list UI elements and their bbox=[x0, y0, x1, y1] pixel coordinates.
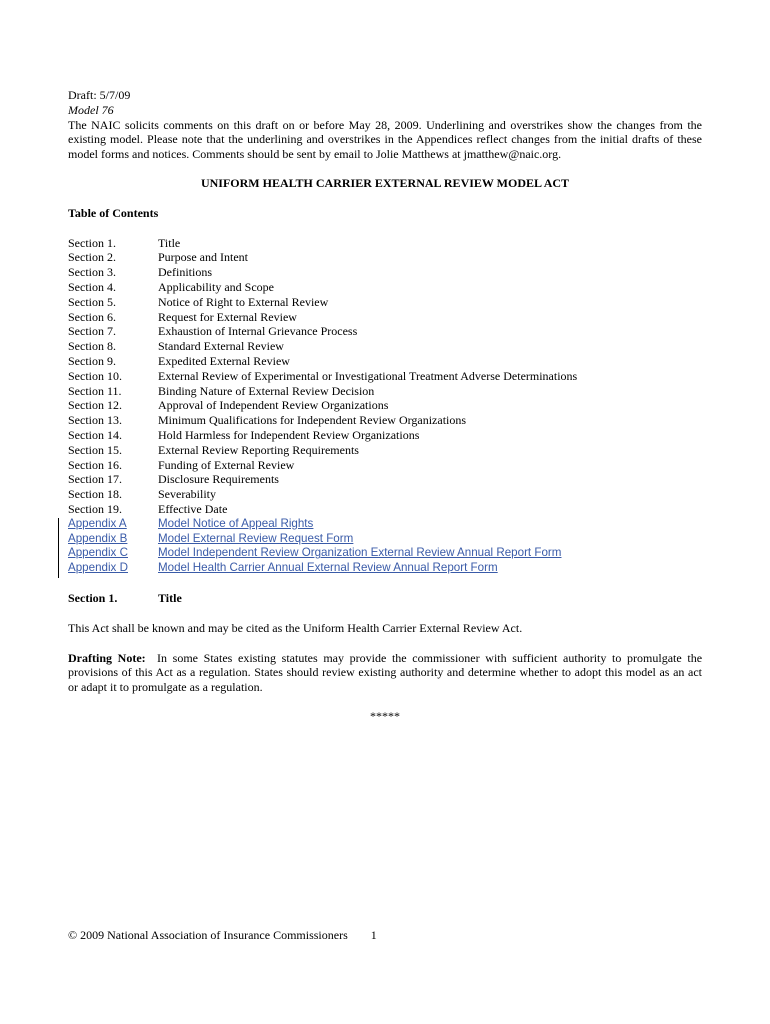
toc-row bbox=[68, 250, 702, 265]
toc-section-title: Exhaustion of Internal Grievance Process bbox=[158, 324, 358, 339]
toc-section-title: Notice of Right to External Review bbox=[158, 294, 329, 309]
toc-section-title: Title bbox=[158, 235, 181, 250]
appendix-list bbox=[68, 517, 702, 576]
toc-row bbox=[68, 324, 702, 339]
toc-section-title: Applicability and Scope bbox=[158, 279, 274, 294]
toc-row bbox=[68, 369, 702, 384]
toc-row bbox=[68, 236, 702, 251]
section-1-title: Title bbox=[158, 590, 182, 605]
toc-row bbox=[68, 310, 702, 325]
toc-section-number: Section 8. bbox=[68, 339, 116, 354]
toc-section-title: Standard External Review bbox=[158, 339, 284, 354]
change-bar bbox=[58, 518, 59, 578]
appendix-number[interactable]: Appendix D bbox=[68, 561, 128, 575]
toc-row bbox=[68, 458, 702, 473]
toc-section-number: Section 15. bbox=[68, 442, 122, 457]
toc-section-title: Definitions bbox=[158, 265, 212, 280]
toc-section-title: Funding of External Review bbox=[158, 457, 295, 472]
toc-row bbox=[68, 295, 702, 310]
toc-section-title: External Review of Experimental or Investigational Treatment Adverse Determinations bbox=[158, 368, 578, 383]
toc-section-title: Effective Date bbox=[158, 501, 228, 516]
toc-section-number: Section 19. bbox=[68, 501, 122, 516]
table-of-contents bbox=[68, 236, 702, 517]
toc-row bbox=[68, 265, 702, 280]
appendix-title[interactable]: Model Notice of Appeal Rights bbox=[158, 516, 314, 530]
toc-section-title: Purpose and Intent bbox=[158, 250, 248, 265]
separator: ***** bbox=[370, 708, 400, 723]
appendix-number[interactable]: Appendix A bbox=[68, 516, 127, 530]
footer-copyright: © 2009 National Association of Insurance Commissioners bbox=[68, 928, 348, 942]
toc-section-title: Hold Harmless for Independent Review Organizations bbox=[158, 427, 420, 442]
document-title: UNIFORM HEALTH CARRIER EXTERNAL REVIEW MODEL ACT bbox=[200, 175, 570, 190]
appendix-number[interactable]: Appendix C bbox=[68, 546, 128, 560]
toc-section-number: Section 1. bbox=[68, 235, 116, 250]
toc-row bbox=[68, 443, 702, 458]
toc-heading: Table of Contents bbox=[68, 205, 159, 220]
model-number: Model 76 bbox=[68, 102, 114, 117]
toc-section-title: Minimum Qualifications for Independent Review Organizations bbox=[158, 413, 467, 428]
appendix-link[interactable] bbox=[68, 517, 702, 532]
section-1-heading bbox=[68, 591, 702, 606]
toc-section-title: Expedited External Review bbox=[158, 353, 290, 368]
toc-row bbox=[68, 398, 702, 413]
toc-section-title: Binding Nature of External Review Decision bbox=[158, 383, 375, 398]
appendix-number[interactable]: Appendix B bbox=[68, 531, 128, 545]
drafting-note bbox=[68, 651, 702, 695]
footer-page-number: 1 bbox=[370, 928, 377, 942]
appendix-title[interactable]: Model Independent Review Organization External Review Annual Report Form bbox=[158, 546, 562, 560]
toc-row bbox=[68, 428, 702, 443]
toc-section-title: Approval of Independent Review Organizations bbox=[158, 398, 389, 413]
toc-row bbox=[68, 280, 702, 295]
appendix-link[interactable] bbox=[68, 532, 702, 547]
document-page bbox=[68, 88, 702, 736]
toc-row bbox=[68, 339, 702, 354]
toc-section-number: Section 14. bbox=[68, 427, 122, 442]
appendix-link[interactable] bbox=[68, 546, 702, 561]
intro-paragraph: The NAIC solicits comments on this draft on or before May 28, 2009. Underlining and overstrikes show the changes from the existing model. Please note that the underlining and overstrikes in the Appendices reflect changes from the initial drafts of these model forms and notices. Comments should be sent by email to Jolie Matthews at jmatthew@naic.org. bbox=[68, 117, 702, 162]
toc-section-number: Section 18. bbox=[68, 487, 122, 502]
toc-section-number: Section 3. bbox=[68, 265, 116, 280]
toc-row bbox=[68, 502, 702, 517]
drafting-note-text: In some States existing statutes may provide the commissioner with sufficient authority to promulgate the provisions of this Act as a regulation. States should review existing authority and determine whether to adopt this model as an act or adapt it to promulgate as a regulation. bbox=[68, 650, 703, 695]
toc-row bbox=[68, 472, 702, 487]
section-1-number: Section 1. bbox=[68, 590, 118, 605]
toc-row bbox=[68, 384, 702, 399]
toc-section-number: Section 9. bbox=[68, 353, 116, 368]
page-footer bbox=[68, 928, 377, 943]
toc-section-title: Disclosure Requirements bbox=[158, 472, 279, 487]
toc-section-number: Section 6. bbox=[68, 309, 116, 324]
appendix-title[interactable]: Model Health Carrier Annual External Review Annual Report Form bbox=[158, 561, 498, 575]
toc-section-number: Section 7. bbox=[68, 324, 116, 339]
toc-section-title: Request for External Review bbox=[158, 309, 297, 324]
toc-section-number: Section 11. bbox=[68, 383, 122, 398]
toc-section-number: Section 5. bbox=[68, 294, 116, 309]
toc-section-number: Section 12. bbox=[68, 398, 122, 413]
appendix-link[interactable] bbox=[68, 561, 702, 576]
toc-section-number: Section 2. bbox=[68, 250, 116, 265]
toc-row bbox=[68, 487, 702, 502]
toc-row bbox=[68, 354, 702, 369]
toc-section-title: Severability bbox=[158, 487, 216, 502]
draft-date: Draft: 5/7/09 bbox=[68, 88, 131, 102]
toc-section-number: Section 17. bbox=[68, 472, 122, 487]
toc-row bbox=[68, 413, 702, 428]
toc-section-number: Section 16. bbox=[68, 457, 122, 472]
toc-section-title: External Review Reporting Requirements bbox=[158, 442, 359, 457]
toc-section-number: Section 4. bbox=[68, 279, 116, 294]
toc-section-number: Section 10. bbox=[68, 368, 122, 383]
section-1-body: This Act shall be known and may be cited as the Uniform Health Carrier External Review Act. bbox=[68, 620, 523, 635]
toc-section-number: Section 13. bbox=[68, 413, 122, 428]
appendix-title[interactable]: Model External Review Request Form bbox=[158, 531, 354, 545]
drafting-note-label: Drafting Note: bbox=[68, 650, 146, 665]
